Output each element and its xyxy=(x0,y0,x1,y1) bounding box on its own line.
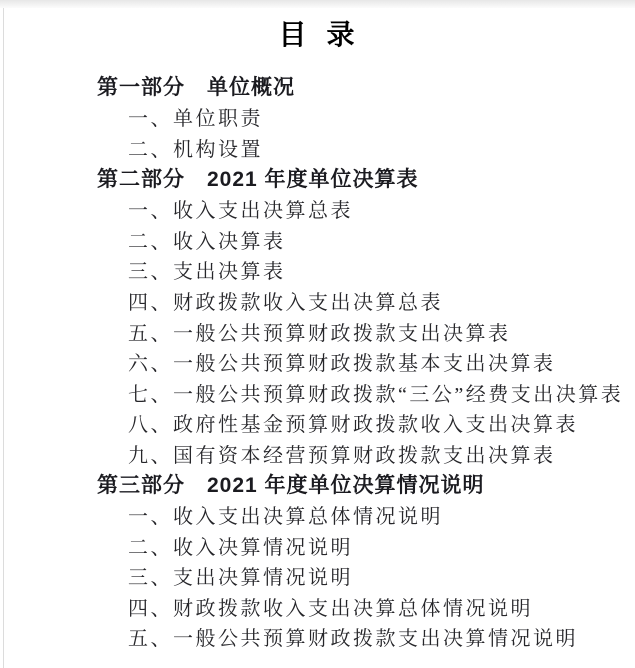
page-top-edge xyxy=(0,0,635,8)
toc-section-heading: 第三部分 2021 年度单位决算情况说明 xyxy=(97,474,485,498)
toc-entry: 三、支出决算表 xyxy=(128,261,286,284)
toc-entry: 五、一般公共预算财政拨款支出决算表 xyxy=(128,322,511,345)
toc-entry: 一、收入支出决算总表 xyxy=(128,200,353,223)
toc-entry: 五、一般公共预算财政拨款支出决算情况说明 xyxy=(128,628,578,651)
toc-entry: 三、支出决算情况说明 xyxy=(128,567,353,590)
toc-entry: 四、财政拨款收入支出决算总体情况说明 xyxy=(128,597,533,620)
table-of-contents xyxy=(0,71,635,652)
toc-section-1 xyxy=(0,71,635,163)
document-title: 目 录 xyxy=(278,20,357,51)
toc-entry: 二、收入决算表 xyxy=(128,230,286,253)
toc-section-3 xyxy=(0,469,635,653)
toc-section-heading: 第一部分 单位概况 xyxy=(97,76,295,100)
toc-entry: 一、收入支出决算总体情况说明 xyxy=(128,506,443,529)
toc-entry: 二、机构设置 xyxy=(128,138,263,161)
toc-section-2 xyxy=(0,163,635,469)
toc-entry: 七、一般公共预算财政拨款“三公”经费支出决算表 xyxy=(128,383,624,406)
toc-entry: 六、一般公共预算财政拨款基本支出决算表 xyxy=(128,353,556,376)
toc-entry: 一、单位职责 xyxy=(128,108,263,131)
toc-entry: 九、国有资本经营预算财政拨款支出决算表 xyxy=(128,444,556,467)
toc-section-heading: 第二部分 2021 年度单位决算表 xyxy=(97,168,419,192)
toc-entry: 八、政府性基金预算财政拨款收入支出决算表 xyxy=(128,414,578,437)
toc-entry: 二、收入决算情况说明 xyxy=(128,536,353,559)
toc-entry: 四、财政拨款收入支出决算总表 xyxy=(128,291,443,314)
